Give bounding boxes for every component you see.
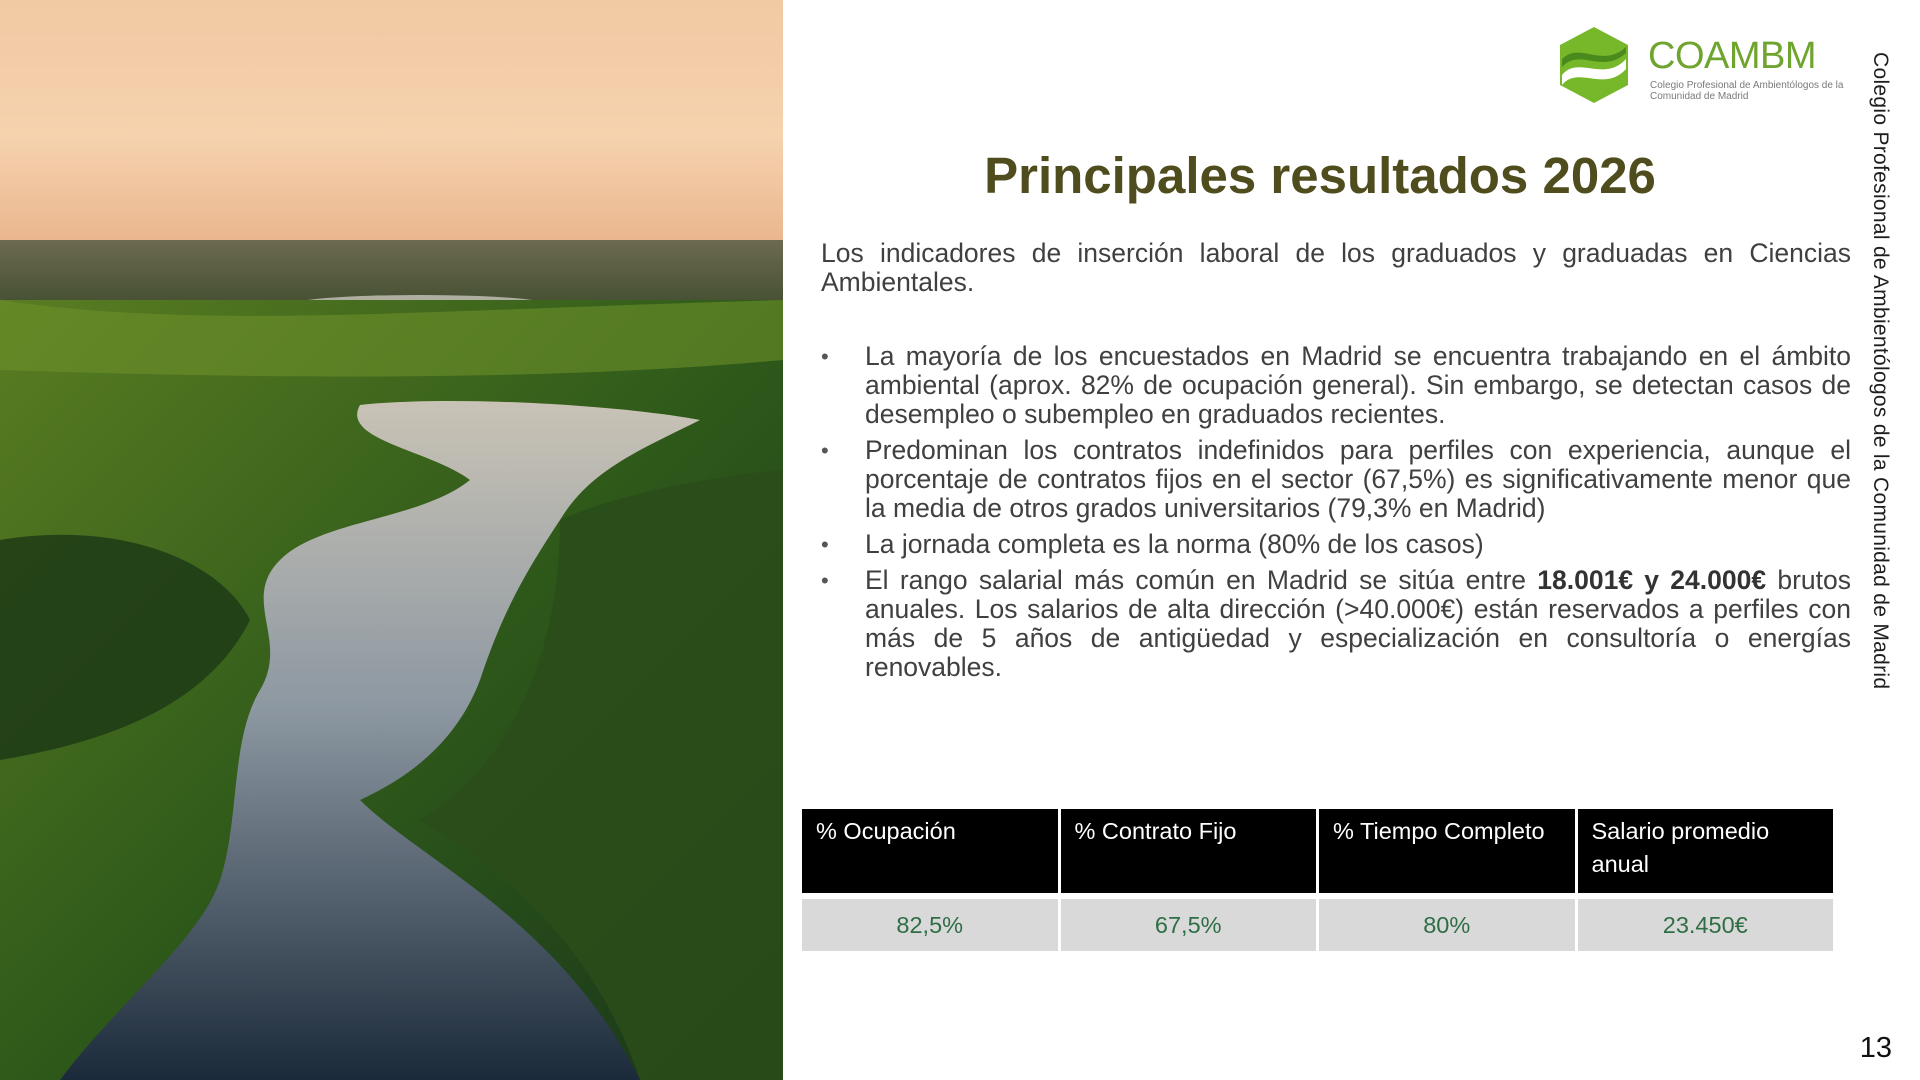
bullet-text: La jornada completa es la norma (80% de los casos) — [865, 529, 1484, 559]
page-title: Principales resultados 2026 — [984, 147, 1656, 204]
table-cell: 23.450€ — [1578, 893, 1834, 951]
table-cell: 80% — [1319, 893, 1575, 951]
bullet-item — [821, 342, 1851, 429]
results-bullet-list — [821, 342, 1851, 689]
bullet-item — [821, 566, 1851, 682]
logo-subtitle: Colegio Profesional de Ambientólogos de la Comunidad de Madrid — [1650, 80, 1844, 102]
table-cell: 82,5% — [802, 893, 1058, 951]
column-header: % Ocupación — [802, 809, 1058, 893]
bullet-text: Predominan los contratos indefinidos para perfiles con experiencia, aunque el porcentaje de contratos fijos en el sector (67,5%) es significativamente menor que la media de otros grados universitarios (79,3% en Madrid) — [865, 435, 1851, 523]
bullet-text: La mayoría de los encuestados en Madrid se encuentra trabajando en el ámbito ambiental (aprox. 82% de ocupación general). Sin embargo, se detectan casos de desempleo o subempleo en graduados recientes. — [865, 341, 1851, 429]
table-cell: 67,5% — [1061, 893, 1317, 951]
bullet-icon: • — [821, 568, 829, 593]
hero-photo — [0, 0, 783, 1080]
bullet-item — [821, 530, 1851, 559]
bullet-text-part: El rango salarial más común en Madrid se sitúa entre — [865, 565, 1538, 595]
table-header-row — [802, 809, 1833, 893]
page-number: 13 — [1859, 1032, 1892, 1064]
side-organization-label: Colegio Profesional de Ambientólogos de la Comunidad de Madrid — [1869, 52, 1892, 690]
intro-paragraph: Los indicadores de inserción laboral de los graduados y graduadas en Ciencias Ambientales. — [821, 238, 1851, 297]
column-header: % Contrato Fijo — [1061, 809, 1317, 893]
bullet-icon: • — [821, 344, 829, 369]
kpi-table — [799, 809, 1836, 951]
table-row — [802, 893, 1833, 951]
salary-range-highlight: 18.001€ y 24.000€ — [1537, 565, 1767, 595]
bullet-item — [821, 436, 1851, 523]
bullet-icon: • — [821, 532, 829, 557]
bullet-text-part: brutos anuales. Los salarios de alta dirección (>40.000€) están reservados a perfiles con más de 5 años de antigüedad y especialización en consultoría o energías renovables. — [865, 565, 1851, 682]
coambm-logo — [1556, 25, 1856, 115]
logo-name: COAMBM — [1648, 35, 1816, 77]
bullet-icon: • — [821, 438, 829, 463]
logo-leaf-icon — [1556, 25, 1632, 105]
column-header: % Tiempo Completo — [1319, 809, 1575, 893]
column-header: Salario promedio anual — [1578, 809, 1834, 893]
